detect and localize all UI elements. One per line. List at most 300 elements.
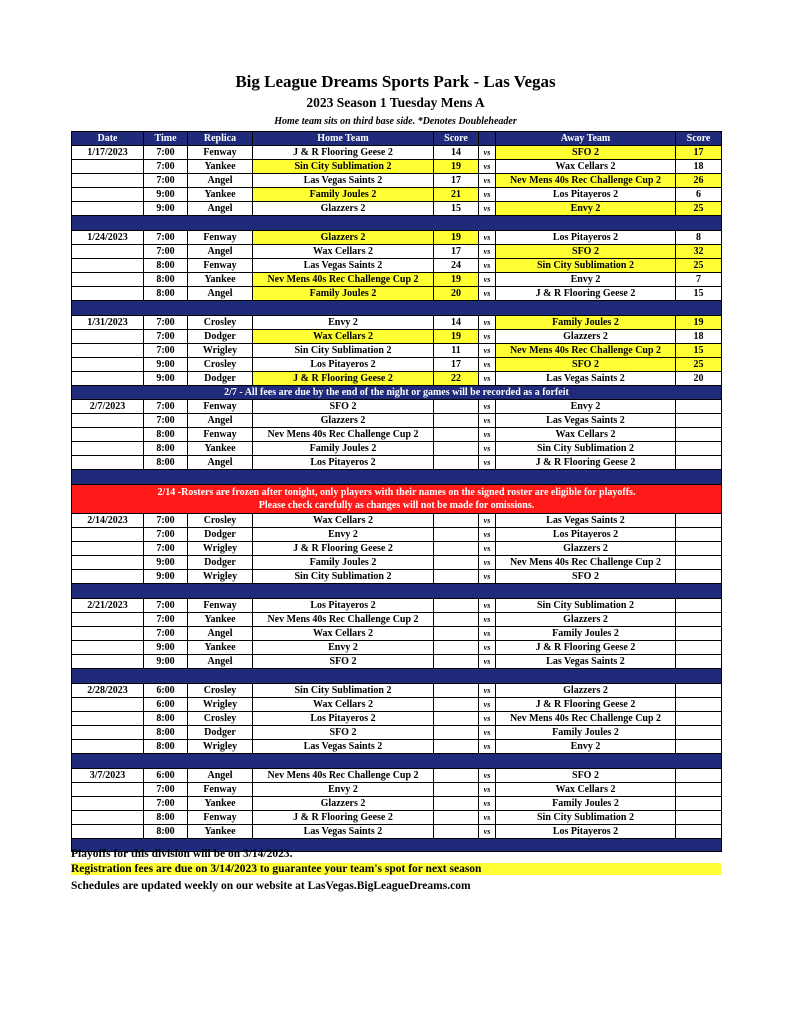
game-field: Crosley — [188, 316, 253, 330]
home-team: J & R Flooring Geese 2 — [253, 542, 434, 556]
game-date — [72, 797, 144, 811]
game-date: 1/17/2023 — [72, 146, 144, 160]
game-date — [72, 726, 144, 740]
schedule-body — [72, 146, 722, 852]
game-field: Wrigley — [188, 570, 253, 584]
game-row — [72, 684, 722, 698]
game-row — [72, 769, 722, 783]
game-date — [72, 202, 144, 216]
away-score: 6 — [676, 188, 722, 202]
away-team: SFO 2 — [496, 358, 676, 372]
home-score — [434, 726, 479, 740]
game-time: 6:00 — [144, 769, 188, 783]
away-score: 7 — [676, 273, 722, 287]
game-field: Fenway — [188, 599, 253, 613]
vs-label: vs — [479, 528, 496, 542]
game-field: Wrigley — [188, 344, 253, 358]
game-time: 7:00 — [144, 330, 188, 344]
game-field: Yankee — [188, 442, 253, 456]
away-team: Sin City Sublimation 2 — [496, 811, 676, 825]
game-row — [72, 542, 722, 556]
game-time: 7:00 — [144, 599, 188, 613]
home-team-note: Home team sits on third base side. *Denotes Doubleheader — [274, 116, 517, 127]
game-date: 2/7/2023 — [72, 400, 144, 414]
vs-label: vs — [479, 400, 496, 414]
away-team: Nev Mens 40s Rec Challenge Cup 2 — [496, 556, 676, 570]
vs-label: vs — [479, 330, 496, 344]
home-score: 19 — [434, 330, 479, 344]
home-team: Las Vegas Saints 2 — [253, 174, 434, 188]
vs-label: vs — [479, 414, 496, 428]
away-team: J & R Flooring Geese 2 — [496, 456, 676, 470]
game-time: 8:00 — [144, 273, 188, 287]
home-score — [434, 655, 479, 669]
game-row — [72, 188, 722, 202]
away-team: Wax Cellars 2 — [496, 783, 676, 797]
away-score — [676, 442, 722, 456]
home-score: 14 — [434, 146, 479, 160]
away-score — [676, 811, 722, 825]
separator-bar — [72, 470, 722, 485]
away-score — [676, 797, 722, 811]
game-field: Dodger — [188, 330, 253, 344]
away-team: Wax Cellars 2 — [496, 160, 676, 174]
vs-label: vs — [479, 684, 496, 698]
game-date — [72, 414, 144, 428]
game-field: Yankee — [188, 188, 253, 202]
home-team: Envy 2 — [253, 783, 434, 797]
game-row — [72, 627, 722, 641]
game-row — [72, 202, 722, 216]
vs-label: vs — [479, 259, 496, 273]
separator-bar — [72, 754, 722, 769]
away-score — [676, 783, 722, 797]
away-score — [676, 684, 722, 698]
game-row — [72, 726, 722, 740]
home-team: Envy 2 — [253, 316, 434, 330]
vs-label: vs — [479, 599, 496, 613]
game-date: 1/31/2023 — [72, 316, 144, 330]
game-time: 8:00 — [144, 456, 188, 470]
home-team: Nev Mens 40s Rec Challenge Cup 2 — [253, 428, 434, 442]
vs-label: vs — [479, 570, 496, 584]
vs-label: vs — [479, 655, 496, 669]
game-row — [72, 259, 722, 273]
vs-label: vs — [479, 698, 496, 712]
game-field: Fenway — [188, 428, 253, 442]
vs-label: vs — [479, 188, 496, 202]
game-time: 9:00 — [144, 358, 188, 372]
week-separator — [72, 301, 722, 316]
home-team: J & R Flooring Geese 2 — [253, 146, 434, 160]
game-time: 7:00 — [144, 160, 188, 174]
away-score — [676, 528, 722, 542]
away-score — [676, 769, 722, 783]
game-date — [72, 174, 144, 188]
game-time: 9:00 — [144, 372, 188, 386]
away-score — [676, 641, 722, 655]
game-time: 6:00 — [144, 698, 188, 712]
home-team: Glazzers 2 — [253, 202, 434, 216]
home-team: Nev Mens 40s Rec Challenge Cup 2 — [253, 613, 434, 627]
game-field: Angel — [188, 456, 253, 470]
away-team: Nev Mens 40s Rec Challenge Cup 2 — [496, 174, 676, 188]
page-title: Big League Dreams Sports Park - Las Vegas — [235, 72, 556, 91]
home-score — [434, 542, 479, 556]
game-date — [72, 542, 144, 556]
game-time: 7:00 — [144, 627, 188, 641]
game-row — [72, 245, 722, 259]
game-date — [72, 825, 144, 839]
away-team: Las Vegas Saints 2 — [496, 414, 676, 428]
home-score — [434, 613, 479, 627]
game-field: Angel — [188, 769, 253, 783]
away-team: Wax Cellars 2 — [496, 428, 676, 442]
game-row — [72, 698, 722, 712]
away-team: SFO 2 — [496, 570, 676, 584]
game-field: Dodger — [188, 556, 253, 570]
away-team: Los Pitayeros 2 — [496, 188, 676, 202]
game-time: 7:00 — [144, 174, 188, 188]
game-field: Dodger — [188, 726, 253, 740]
home-score — [434, 811, 479, 825]
away-score — [676, 599, 722, 613]
away-score: 20 — [676, 372, 722, 386]
away-team: Sin City Sublimation 2 — [496, 442, 676, 456]
week-separator — [72, 669, 722, 684]
game-date: 2/28/2023 — [72, 684, 144, 698]
game-row — [72, 556, 722, 570]
home-score — [434, 514, 479, 528]
game-date — [72, 330, 144, 344]
game-row — [72, 330, 722, 344]
away-team: SFO 2 — [496, 769, 676, 783]
game-field: Fenway — [188, 146, 253, 160]
game-time: 8:00 — [144, 259, 188, 273]
game-date — [72, 358, 144, 372]
vs-label: vs — [479, 613, 496, 627]
away-score: 26 — [676, 174, 722, 188]
away-score: 15 — [676, 287, 722, 301]
game-row — [72, 783, 722, 797]
home-score — [434, 400, 479, 414]
game-date: 2/21/2023 — [72, 599, 144, 613]
home-score — [434, 599, 479, 613]
home-score — [434, 528, 479, 542]
home-team: Sin City Sublimation 2 — [253, 160, 434, 174]
playoffs-note: Playoffs for this division will be on 3/14/2023. — [71, 848, 293, 860]
home-team: Sin City Sublimation 2 — [253, 344, 434, 358]
game-time: 8:00 — [144, 428, 188, 442]
vs-label: vs — [479, 174, 496, 188]
home-team: Glazzers 2 — [253, 797, 434, 811]
home-score — [434, 627, 479, 641]
game-date — [72, 428, 144, 442]
game-time: 8:00 — [144, 442, 188, 456]
game-date — [72, 456, 144, 470]
away-team: Glazzers 2 — [496, 542, 676, 556]
home-score — [434, 783, 479, 797]
vs-label: vs — [479, 358, 496, 372]
game-row — [72, 316, 722, 330]
away-score: 25 — [676, 358, 722, 372]
game-date — [72, 613, 144, 627]
home-score — [434, 414, 479, 428]
game-time: 9:00 — [144, 202, 188, 216]
game-field: Angel — [188, 174, 253, 188]
game-date — [72, 641, 144, 655]
game-row — [72, 442, 722, 456]
game-field: Angel — [188, 414, 253, 428]
roster-alert-row — [72, 485, 722, 514]
game-field: Wrigley — [188, 542, 253, 556]
vs-label: vs — [479, 712, 496, 726]
col-home-score-header: Score — [434, 132, 479, 146]
away-score: 8 — [676, 231, 722, 245]
home-team: Wax Cellars 2 — [253, 330, 434, 344]
vs-label: vs — [479, 316, 496, 330]
away-team: Envy 2 — [496, 400, 676, 414]
away-score: 32 — [676, 245, 722, 259]
game-time: 9:00 — [144, 188, 188, 202]
home-team: Envy 2 — [253, 528, 434, 542]
game-row — [72, 740, 722, 754]
home-score: 11 — [434, 344, 479, 358]
home-score: 20 — [434, 287, 479, 301]
game-time: 8:00 — [144, 726, 188, 740]
home-team: Los Pitayeros 2 — [253, 599, 434, 613]
home-team: Envy 2 — [253, 641, 434, 655]
game-date: 3/7/2023 — [72, 769, 144, 783]
vs-label: vs — [479, 641, 496, 655]
game-row — [72, 273, 722, 287]
game-field: Fenway — [188, 811, 253, 825]
game-row — [72, 613, 722, 627]
away-team: Glazzers 2 — [496, 330, 676, 344]
home-team: SFO 2 — [253, 400, 434, 414]
home-team: Las Vegas Saints 2 — [253, 740, 434, 754]
away-team: Las Vegas Saints 2 — [496, 514, 676, 528]
away-team: Family Joules 2 — [496, 627, 676, 641]
home-team: Las Vegas Saints 2 — [253, 259, 434, 273]
vs-label: vs — [479, 542, 496, 556]
game-row — [72, 428, 722, 442]
away-score — [676, 514, 722, 528]
game-time: 7:00 — [144, 316, 188, 330]
away-team: Sin City Sublimation 2 — [496, 259, 676, 273]
vs-label: vs — [479, 556, 496, 570]
away-score — [676, 542, 722, 556]
game-time: 9:00 — [144, 570, 188, 584]
away-team: Envy 2 — [496, 740, 676, 754]
game-row — [72, 160, 722, 174]
game-row — [72, 146, 722, 160]
away-score: 18 — [676, 330, 722, 344]
vs-label: vs — [479, 231, 496, 245]
game-date — [72, 188, 144, 202]
game-time: 9:00 — [144, 655, 188, 669]
week-separator — [72, 470, 722, 485]
game-field: Yankee — [188, 641, 253, 655]
home-score — [434, 684, 479, 698]
away-score — [676, 570, 722, 584]
home-team: Wax Cellars 2 — [253, 698, 434, 712]
game-time: 7:00 — [144, 231, 188, 245]
week-separator — [72, 584, 722, 599]
game-field: Angel — [188, 655, 253, 669]
game-date — [72, 783, 144, 797]
game-row — [72, 712, 722, 726]
away-team: Glazzers 2 — [496, 613, 676, 627]
away-score — [676, 400, 722, 414]
game-field: Angel — [188, 627, 253, 641]
game-row — [72, 655, 722, 669]
game-date — [72, 740, 144, 754]
away-team: Nev Mens 40s Rec Challenge Cup 2 — [496, 712, 676, 726]
game-field: Wrigley — [188, 740, 253, 754]
game-row — [72, 514, 722, 528]
game-date — [72, 372, 144, 386]
away-team: Envy 2 — [496, 273, 676, 287]
away-team: J & R Flooring Geese 2 — [496, 698, 676, 712]
game-row — [72, 231, 722, 245]
registration-note: Registration fees are due on 3/14/2023 to guarantee your team's spot for next season — [71, 863, 721, 875]
page-subtitle: 2023 Season 1 Tuesday Mens A — [306, 95, 485, 110]
separator-bar — [72, 301, 722, 316]
away-score — [676, 740, 722, 754]
game-date — [72, 245, 144, 259]
home-score — [434, 570, 479, 584]
game-field: Angel — [188, 245, 253, 259]
home-team: Glazzers 2 — [253, 231, 434, 245]
home-score: 17 — [434, 245, 479, 259]
game-field: Fenway — [188, 259, 253, 273]
game-date: 2/14/2023 — [72, 514, 144, 528]
vs-label: vs — [479, 372, 496, 386]
game-time: 7:00 — [144, 245, 188, 259]
separator-bar — [72, 584, 722, 599]
away-score — [676, 712, 722, 726]
home-score — [434, 698, 479, 712]
away-team: Envy 2 — [496, 202, 676, 216]
vs-label: vs — [479, 783, 496, 797]
home-score — [434, 712, 479, 726]
separator-bar — [72, 216, 722, 231]
away-score — [676, 556, 722, 570]
away-team: Las Vegas Saints 2 — [496, 655, 676, 669]
game-field: Crosley — [188, 684, 253, 698]
vs-label: vs — [479, 514, 496, 528]
game-field: Fenway — [188, 783, 253, 797]
game-row — [72, 344, 722, 358]
game-date — [72, 556, 144, 570]
vs-label: vs — [479, 825, 496, 839]
game-field: Crosley — [188, 358, 253, 372]
home-score — [434, 769, 479, 783]
vs-label: vs — [479, 442, 496, 456]
away-score — [676, 698, 722, 712]
game-row — [72, 287, 722, 301]
away-team: Family Joules 2 — [496, 316, 676, 330]
col-away-team-header: Away Team — [496, 132, 676, 146]
game-date — [72, 442, 144, 456]
separator-bar — [72, 669, 722, 684]
game-field: Angel — [188, 202, 253, 216]
home-score — [434, 442, 479, 456]
game-field: Yankee — [188, 273, 253, 287]
home-score: 17 — [434, 174, 479, 188]
week-separator — [72, 216, 722, 231]
vs-label: vs — [479, 160, 496, 174]
home-team: Los Pitayeros 2 — [253, 712, 434, 726]
game-field: Crosley — [188, 712, 253, 726]
game-row — [72, 825, 722, 839]
game-field: Yankee — [188, 613, 253, 627]
home-team: Wax Cellars 2 — [253, 514, 434, 528]
vs-label: vs — [479, 797, 496, 811]
week-separator — [72, 754, 722, 769]
away-team: Family Joules 2 — [496, 726, 676, 740]
away-score — [676, 456, 722, 470]
vs-label: vs — [479, 428, 496, 442]
vs-label: vs — [479, 287, 496, 301]
game-row — [72, 372, 722, 386]
website-note: Schedules are updated weekly on our website at LasVegas.BigLeagueDreams.com — [71, 880, 471, 892]
away-score — [676, 726, 722, 740]
away-score — [676, 414, 722, 428]
home-score — [434, 641, 479, 655]
game-time: 9:00 — [144, 641, 188, 655]
game-date — [72, 273, 144, 287]
game-row — [72, 641, 722, 655]
home-team: SFO 2 — [253, 655, 434, 669]
game-time: 8:00 — [144, 811, 188, 825]
away-team: Sin City Sublimation 2 — [496, 599, 676, 613]
game-field: Crosley — [188, 514, 253, 528]
game-date — [72, 570, 144, 584]
vs-label: vs — [479, 273, 496, 287]
game-field: Dodger — [188, 528, 253, 542]
home-score — [434, 740, 479, 754]
away-team: J & R Flooring Geese 2 — [496, 287, 676, 301]
home-team: Sin City Sublimation 2 — [253, 684, 434, 698]
game-time: 8:00 — [144, 740, 188, 754]
away-team: J & R Flooring Geese 2 — [496, 641, 676, 655]
game-date — [72, 811, 144, 825]
game-time: 7:00 — [144, 344, 188, 358]
game-time: 8:00 — [144, 825, 188, 839]
home-team: Los Pitayeros 2 — [253, 358, 434, 372]
home-score: 21 — [434, 188, 479, 202]
game-time: 7:00 — [144, 783, 188, 797]
home-score — [434, 428, 479, 442]
game-row — [72, 414, 722, 428]
game-time: 7:00 — [144, 414, 188, 428]
home-score: 22 — [434, 372, 479, 386]
vs-label: vs — [479, 811, 496, 825]
vs-label: vs — [479, 202, 496, 216]
home-team: Family Joules 2 — [253, 556, 434, 570]
game-field: Angel — [188, 287, 253, 301]
game-time: 9:00 — [144, 556, 188, 570]
game-row — [72, 174, 722, 188]
fee-notice: 2/7 - All fees are due by the end of the night or games will be recorded as a forfeit — [72, 386, 722, 400]
game-date — [72, 627, 144, 641]
game-row — [72, 456, 722, 470]
game-date — [72, 655, 144, 669]
game-time: 7:00 — [144, 542, 188, 556]
game-time: 7:00 — [144, 613, 188, 627]
